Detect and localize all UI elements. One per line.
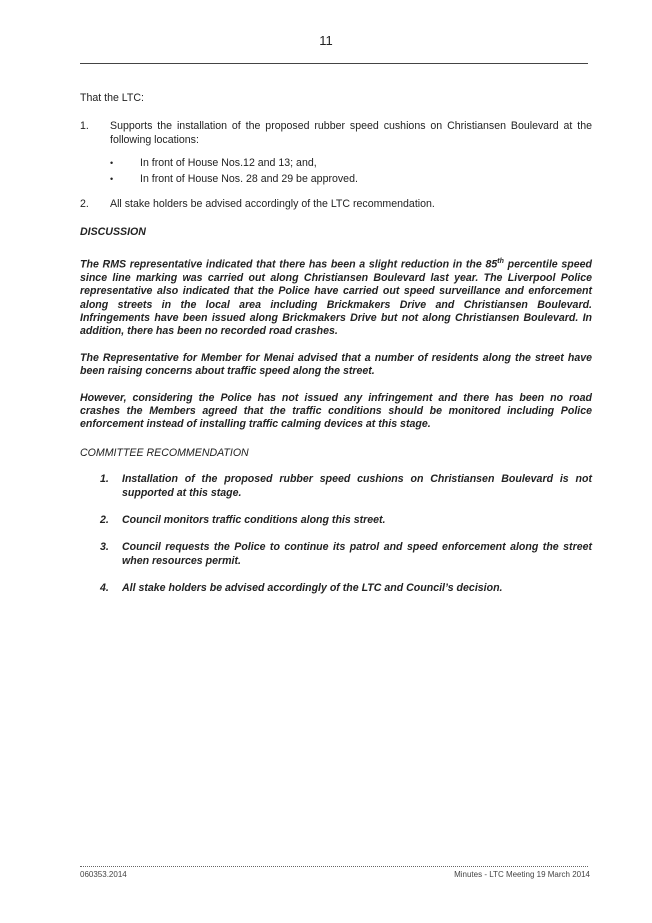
recommendation-number: 1.	[100, 473, 109, 486]
recommendation-number: 2.	[100, 514, 109, 527]
ordinal-suffix: th	[497, 257, 504, 265]
resolution-text: All stake holders be advised accordingly of the LTC recommendation.	[110, 198, 435, 211]
recommendation-number: 4.	[100, 582, 109, 595]
recommendation-text: All stake holders be advised accordingly of the LTC and Council’s decision.	[122, 582, 503, 595]
recommendation-item	[80, 514, 592, 527]
committee-heading: COMMITTEE RECOMMENDATION	[80, 446, 249, 459]
bullet-icon: •	[110, 158, 114, 169]
intro-text: That the LTC:	[80, 92, 144, 104]
recommendation-item	[80, 473, 592, 500]
location-item	[80, 173, 592, 186]
page-number: 11	[319, 33, 333, 48]
document-body	[80, 92, 592, 610]
discussion-text: The RMS representative indicated that there has been a slight reduction in the 85	[80, 258, 498, 271]
recommendation-list	[80, 473, 592, 595]
discussion-text: percentile speed since line marking was carried out along Christiansen Boulevard last year. The Liverpool Police representative also indicated that the Police have carried out speed surveillance and enforcement along streets in the local area including Brickmakers Drive and Christiansen Boulevard. Infringements have been issued along Brickmakers Drive but not along Christiansen Boulevard. In addition, there has been no recorded road crashes.	[80, 258, 592, 338]
discussion-paragraph	[80, 255, 592, 339]
footer-title: Minutes - LTC Meeting 19 March 2014	[454, 870, 590, 879]
recommendation-item	[80, 582, 592, 595]
footer-reference: 060353.2014	[80, 870, 127, 879]
recommendation-text: Council requests the Police to continue its patrol and speed enforcement along the street when resources permit.	[122, 541, 592, 567]
discussion-paragraph: However, considering the Police has not issued any infringement and there has been no road crashes the Members agreed that the traffic conditions should be monitored including Police enforcement instead of installing traffic calming devices at this stage.	[80, 391, 592, 431]
resolution-text: Supports the installation of the proposed rubber speed cushions on Christiansen Boulevard at the following locations:	[110, 120, 592, 146]
location-text: In front of House Nos.12 and 13; and,	[140, 157, 317, 170]
recommendation-text: Installation of the proposed rubber speed cushions on Christiansen Boulevard is not supported at this stage.	[122, 473, 592, 499]
resolution-number: 2.	[80, 198, 89, 211]
recommendation-number: 3.	[100, 541, 109, 554]
location-text: In front of House Nos. 28 and 29 be approved.	[140, 172, 358, 185]
resolution-number: 1.	[80, 120, 89, 133]
recommendation-text: Council monitors traffic conditions along this street.	[122, 514, 386, 527]
footer-rule	[80, 866, 588, 867]
resolution-item	[80, 198, 592, 211]
location-list	[80, 157, 592, 186]
location-item	[80, 157, 592, 170]
bullet-icon: •	[110, 173, 114, 184]
discussion-paragraph: The Representative for Member for Menai advised that a number of residents along the street have been raising concerns about traffic speed along the street.	[80, 351, 592, 378]
recommendation-item	[80, 541, 592, 568]
discussion-heading: DISCUSSION	[80, 226, 146, 239]
resolution-item	[80, 120, 592, 147]
header-rule	[80, 63, 588, 64]
